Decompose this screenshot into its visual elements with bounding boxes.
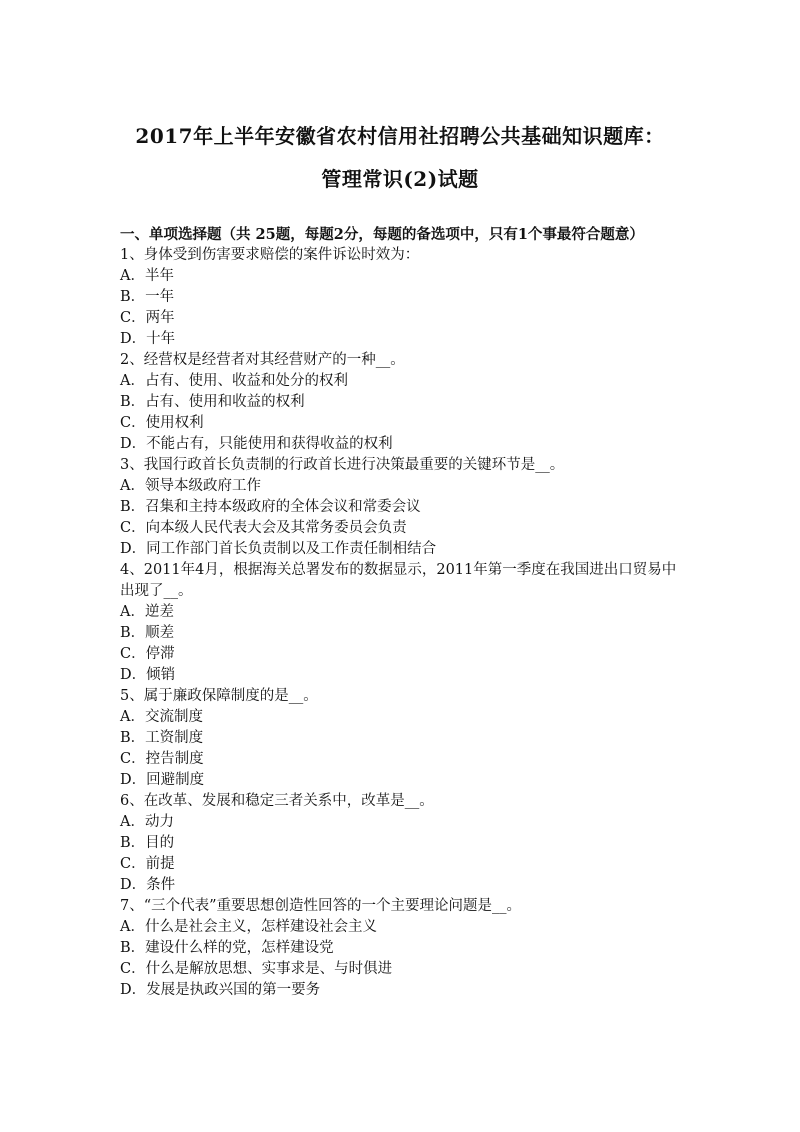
question-4-option-d: D．倾销 bbox=[120, 667, 176, 683]
question-1-option-a: A．半年 bbox=[120, 268, 174, 284]
question-6-option-a: A．动力 bbox=[120, 814, 174, 830]
question-6-stem: 6、在改革、发展和稳定三者关系中，改革是__。 bbox=[120, 793, 434, 809]
document-title-line-2: 管理常识(2)试题 bbox=[321, 167, 479, 191]
question-3-stem: 3、我国行政首长负责制的行政首长进行决策最重要的关键环节是__。 bbox=[120, 457, 565, 473]
question-5-option-c: C．控告制度 bbox=[120, 751, 204, 767]
question-6-option-b: B．目的 bbox=[120, 835, 175, 851]
document-title-line-1: 2017年上半年安徽省农村信用社招聘公共基础知识题库： bbox=[135, 124, 665, 148]
question-2-stem: 2、经营权是经营者对其经营财产的一种__。 bbox=[120, 352, 405, 368]
question-5-option-b: B．工资制度 bbox=[120, 730, 204, 746]
question-7-stem: 7、“三个代表”重要思想创造性回答的一个主要理论问题是__。 bbox=[120, 898, 522, 914]
question-2-option-b: B．占有、使用和收益的权利 bbox=[120, 394, 305, 410]
question-6-option-d: D．条件 bbox=[120, 877, 176, 893]
question-4-option-a: A．逆差 bbox=[120, 604, 174, 620]
question-1-option-b: B．一年 bbox=[120, 289, 175, 305]
section-heading: 一、单项选择题（共 25题，每题2分，每题的备选项中，只有1个事最符合题意） bbox=[120, 226, 644, 243]
question-1-stem: 1、身体受到伤害要求赔偿的案件诉讼时效为： bbox=[120, 247, 420, 263]
question-1-option-c: C．两年 bbox=[120, 310, 175, 326]
question-7-option-b: B．建设什么样的党，怎样建设党 bbox=[120, 940, 334, 956]
question-1-option-d: D．十年 bbox=[120, 331, 176, 347]
question-4-stem: 4、2011年4月，根据海关总署发布的数据显示，2011年第一季度在我国进出口贸易中出现了__。 bbox=[120, 562, 677, 599]
question-3-option-a: A．领导本级政府工作 bbox=[120, 478, 261, 494]
question-2-option-a: A．占有、使用、收益和处分的权利 bbox=[120, 373, 348, 389]
question-7-option-d: D．发展是执政兴国的第一要务 bbox=[120, 982, 321, 998]
question-2-option-c: C．使用权利 bbox=[120, 415, 204, 431]
question-6-option-c: C．前提 bbox=[120, 856, 175, 872]
question-4-option-b: B．顺差 bbox=[120, 625, 175, 641]
question-3-option-c: C．向本级人民代表大会及其常务委员会负责 bbox=[120, 520, 407, 536]
question-3-option-b: B．召集和主持本级政府的全体会议和常委会议 bbox=[120, 499, 421, 515]
question-4-option-c: C．停滞 bbox=[120, 646, 175, 662]
question-3-option-d: D．同工作部门首长负责制以及工作责任制相结合 bbox=[120, 541, 437, 557]
document-body bbox=[120, 224, 690, 1001]
question-7-option-a: A．什么是社会主义，怎样建设社会主义 bbox=[120, 919, 377, 935]
question-5-option-d: D．回避制度 bbox=[120, 772, 205, 788]
question-7-option-c: C．什么是解放思想、实事求是、与时俱进 bbox=[120, 961, 393, 977]
question-5-stem: 5、属于廉政保障制度的是__。 bbox=[120, 688, 318, 704]
question-5-option-a: A．交流制度 bbox=[120, 709, 203, 725]
question-2-option-d: D．不能占有，只能使用和获得收益的权利 bbox=[120, 436, 393, 452]
